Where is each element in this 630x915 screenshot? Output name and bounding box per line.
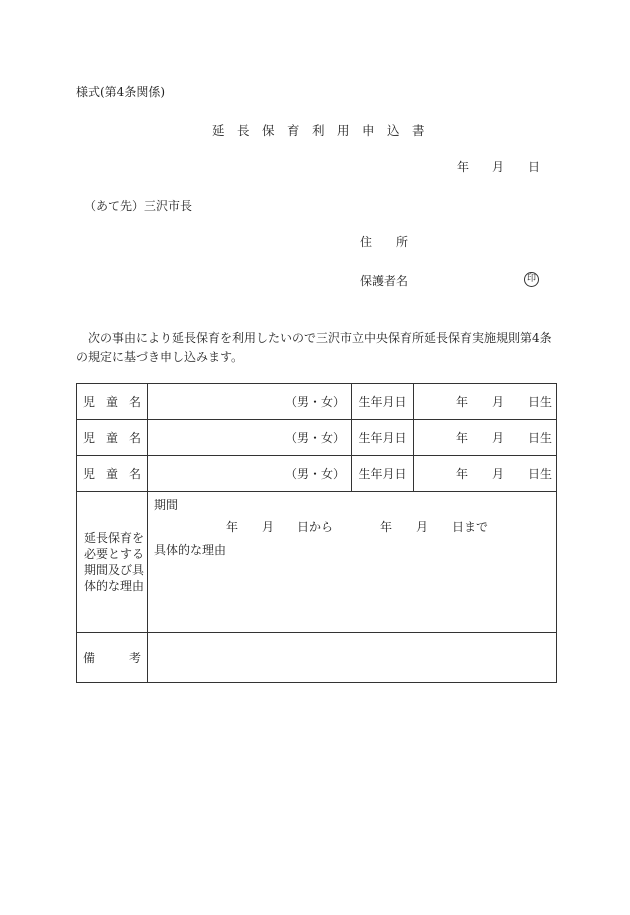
- birth-day-label: 日生: [528, 466, 553, 481]
- period-from-day: 日から: [297, 520, 334, 534]
- child-name-label-cell: [77, 456, 148, 492]
- date-month-label: 月: [492, 160, 505, 174]
- remarks-label-cell: [77, 633, 148, 683]
- child-name-label-char: 童: [105, 394, 118, 409]
- child-name-label-char: 名: [128, 430, 141, 445]
- birth-day-label: 日生: [528, 430, 553, 445]
- period-to-year: 年: [380, 520, 393, 534]
- guardian-name-label: 保護者名: [360, 274, 409, 288]
- child-name-label-char: 児: [83, 394, 96, 409]
- gender-options: （男・女）: [284, 466, 345, 481]
- child-name-field[interactable]: [148, 384, 352, 420]
- birth-year-label: 年: [456, 394, 469, 409]
- form-number: 様式(第4条関係): [76, 85, 165, 99]
- body-text-line-1: 次の事由により延長保育を利用したいので三沢市立中央保育所延長保育実施規則第4条: [88, 331, 552, 345]
- remarks-row: [77, 633, 557, 683]
- period-from-month: 月: [262, 520, 275, 534]
- child-row: [77, 420, 557, 456]
- period-from-year: 年: [226, 520, 239, 534]
- child-name-label-char: 名: [128, 466, 141, 481]
- period-reason-label-line: 体的な理由: [84, 579, 145, 593]
- reason-label: 具体的な理由: [154, 543, 227, 557]
- address-label: 住 所: [360, 235, 409, 249]
- birthdate-label: 生年月日: [352, 456, 414, 492]
- birth-month-label: 月: [492, 394, 505, 409]
- child-row: [77, 384, 557, 420]
- birth-year-label: 年: [456, 466, 469, 481]
- child-name-label-char: 童: [105, 466, 118, 481]
- birthdate-field[interactable]: [414, 420, 557, 456]
- gender-options: （男・女）: [284, 430, 345, 445]
- child-name-field[interactable]: [148, 420, 352, 456]
- date-year-label: 年: [457, 160, 470, 174]
- birth-month-label: 月: [492, 466, 505, 481]
- child-name-label-char: 童: [105, 430, 118, 445]
- child-name-label-cell: [77, 420, 148, 456]
- child-row: [77, 456, 557, 492]
- period-reason-label-line: 期間及び具: [84, 563, 145, 577]
- child-name-field[interactable]: [148, 456, 352, 492]
- remarks-label-char: 備: [83, 650, 96, 665]
- period-to-month: 月: [416, 520, 429, 534]
- period-reason-label-line: 必要とする: [84, 547, 145, 561]
- child-name-label-char: 名: [128, 394, 141, 409]
- remarks-label-char: 考: [128, 650, 141, 665]
- birthdate-label: 生年月日: [352, 420, 414, 456]
- period-to-day: 日まで: [452, 520, 489, 534]
- period-reason-field[interactable]: [148, 492, 557, 633]
- application-table: [76, 383, 557, 683]
- child-name-label-cell: [77, 384, 148, 420]
- body-text-line-2: の規定に基づき申し込みます。: [76, 350, 244, 364]
- birthdate-label: 生年月日: [352, 384, 414, 420]
- addressee: （あて先）三沢市長: [84, 199, 193, 213]
- period-reason-label-cell: [77, 492, 148, 633]
- birth-month-label: 月: [492, 430, 505, 445]
- period-reason-label-line: 延長保育を: [84, 531, 145, 545]
- gender-options: （男・女）: [284, 394, 345, 409]
- child-name-label-char: 児: [83, 466, 96, 481]
- period-label: 期間: [154, 498, 179, 512]
- seal-mark: 印: [524, 272, 539, 287]
- birth-year-label: 年: [456, 430, 469, 445]
- child-name-label-char: 児: [83, 430, 96, 445]
- birth-day-label: 日生: [528, 394, 553, 409]
- remarks-field[interactable]: [148, 633, 557, 683]
- period-reason-row: [77, 492, 557, 633]
- birthdate-field[interactable]: [414, 384, 557, 420]
- birthdate-field[interactable]: [414, 456, 557, 492]
- page-title: 延 長 保 育 利 用 申 込 書: [212, 123, 425, 138]
- date-day-label: 日: [528, 160, 541, 174]
